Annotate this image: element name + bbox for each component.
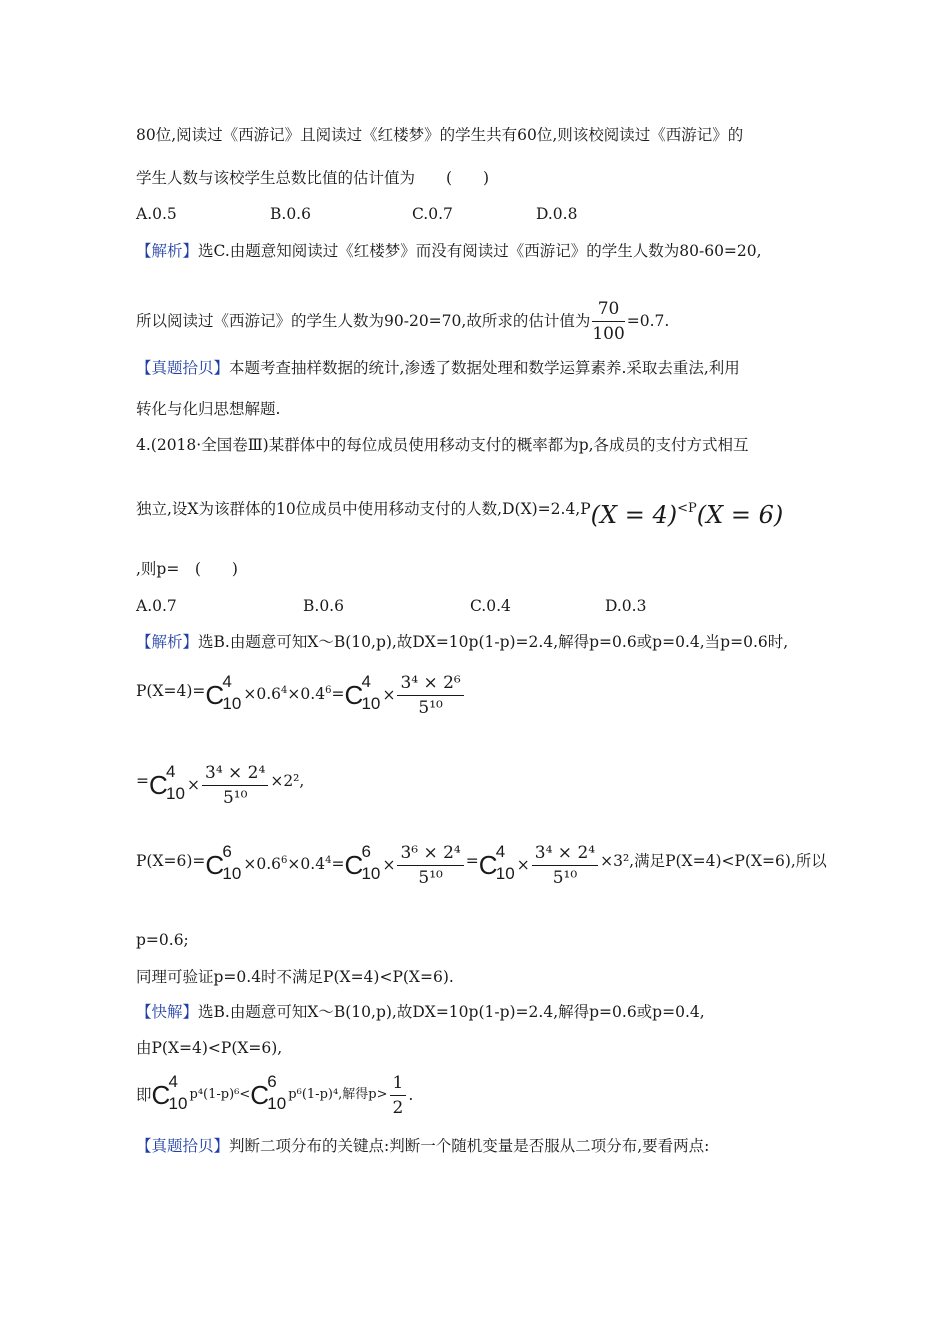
fraction-denominator: 5¹⁰ — [418, 698, 443, 718]
option-c: C.0.7 — [412, 205, 453, 223]
comb-upper: 4 — [222, 672, 232, 691]
formula-text: P(X=6)= — [136, 852, 206, 870]
formula-text: ×2², — [270, 772, 305, 790]
fraction — [397, 672, 463, 718]
solution-text: p=0.6; — [136, 931, 189, 949]
comb-upper: 4 — [361, 672, 371, 691]
fraction — [592, 298, 624, 344]
option-d: D.0.3 — [605, 597, 647, 615]
problem-text: 4.(2018·全国卷Ⅲ)某群体中的每位成员使用移动支付的概率都为p,各成员的支付方式相互 — [136, 436, 749, 454]
fraction-denominator: 5¹⁰ — [552, 868, 578, 888]
fraction-numerator: 3⁴ × 2⁴ — [202, 762, 268, 786]
combination-symbol: C 4 10 — [149, 762, 185, 803]
formula-text: ×3²,满足P(X=4)<P(X=6),所以 — [600, 852, 827, 870]
solution-text: 选C.由题意知阅读过《红楼梦》而没有阅读过《西游记》的学生人数为80-60=20, — [198, 242, 762, 260]
fraction — [532, 842, 598, 888]
problem-text: 学生人数与该校学生总数比值的估计值为 ( ) — [136, 169, 490, 187]
combination-symbol: C 6 10 — [205, 842, 242, 883]
times-sign: × — [187, 776, 200, 794]
option-a: A.0.5 — [136, 205, 177, 223]
comb-upper: 6 — [361, 842, 371, 861]
comb-upper: 6 — [222, 842, 232, 861]
note-text: 判断二项分布的关键点:判断一个随机变量是否服从二项分布,要看两点: — [229, 1137, 710, 1155]
option-b: B.0.6 — [303, 597, 344, 615]
problem-text: 80位,阅读过《西游记》且阅读过《红楼梦》的学生共有60位,则该校阅读过《西游记》的 — [136, 126, 744, 144]
formula-text: P(X=4)= — [136, 682, 206, 700]
quick-solution-line — [136, 1001, 705, 1023]
fraction-denominator: 100 — [592, 324, 625, 344]
solution-line — [136, 298, 669, 344]
fraction-numerator: 3⁶ × 2⁴ — [397, 842, 463, 866]
note-tag: 【真题拾贝】 — [136, 359, 230, 377]
solution-text: =0.7. — [626, 312, 670, 330]
quick-solution-tag: 【快解】 — [136, 1003, 199, 1021]
comb-lower: 10 — [222, 864, 242, 883]
math-expression: (X = 6) — [696, 501, 784, 529]
note-line — [136, 1135, 709, 1157]
formula-text: = — [465, 852, 479, 870]
formula-line — [136, 672, 466, 718]
combination-symbol: C 4 10 — [205, 672, 242, 713]
less-than-p: <P — [677, 501, 697, 516]
comb-lower: 10 — [166, 784, 185, 803]
option-c: C.0.4 — [470, 597, 511, 615]
quick-solution-text: p⁶(1-p)⁴,解得p> — [288, 1087, 388, 1102]
formula-text: $\times 0.6^4\times 0.4^6=$ — [243, 685, 345, 703]
problem-line — [136, 498, 784, 529]
comb-lower: 10 — [267, 1094, 287, 1113]
formula-text: $\times 0.6^6\times 0.4^4=$ — [243, 855, 345, 873]
combination-symbol: C 4 10 — [151, 1072, 188, 1113]
combination-symbol: C 4 10 — [478, 842, 515, 883]
quick-solution-text: p⁴(1-p)⁶< — [189, 1087, 251, 1102]
note-text: 本题考查抽样数据的统计,渗透了数据处理和数学运算素养.采取去重法,利用 — [229, 359, 740, 377]
problem-text: ,则p= ( ) — [136, 560, 238, 578]
times-sign: × — [382, 856, 396, 874]
fraction — [397, 842, 463, 888]
fraction — [202, 762, 268, 808]
quick-solution-text: 选B.由题意可知X～B(10,p),故DX=10p(1-p)=2.4,解得p=0.6或p=0.4, — [198, 1003, 705, 1021]
solution-text: 同理可验证p=0.4时不满足P(X=4)<P(X=6). — [136, 968, 454, 986]
comb-upper: 4 — [168, 1072, 178, 1091]
comb-upper: 4 — [495, 842, 506, 861]
solution-text: 选B.由题意可知X～B(10,p),故DX=10p(1-p)=2.4,解得p=0.6或p=0.4,当p=0.6时, — [198, 633, 789, 651]
fraction-numerator: 1 — [390, 1072, 407, 1096]
solution-text: 所以阅读过《西游记》的学生人数为90-20=70,故所求的估计值为 — [136, 312, 591, 330]
problem-text: 独立,设X为该群体的10位成员中使用移动支付的人数,D(X)=2.4,P — [136, 500, 591, 518]
comb-lower: 10 — [361, 864, 381, 883]
times-sign: × — [382, 686, 396, 704]
comb-lower: 10 — [361, 694, 381, 713]
comb-upper: 6 — [267, 1072, 277, 1091]
fraction-denominator: 5¹⁰ — [222, 788, 248, 808]
quick-solution-line — [136, 1072, 413, 1118]
comb-lower: 10 — [168, 1094, 188, 1113]
solution-tag: 【解析】 — [136, 633, 199, 651]
note-text: 转化与化归思想解题. — [136, 400, 281, 418]
option-b: B.0.6 — [270, 205, 311, 223]
quick-solution-text: 即 — [136, 1086, 152, 1104]
note-tag: 【真题拾贝】 — [136, 1137, 230, 1155]
combination-symbol: C 6 10 — [250, 1072, 287, 1113]
fraction-numerator: 3⁴ × 2⁴ — [532, 842, 598, 866]
quick-solution-text: 由P(X=4)<P(X=6), — [136, 1039, 283, 1057]
option-d: D.0.8 — [536, 205, 578, 223]
times-sign: × — [516, 856, 530, 874]
formula-line — [136, 762, 304, 808]
comb-lower: 10 — [222, 694, 242, 713]
fraction-denominator: 5¹⁰ — [418, 868, 443, 888]
note-line — [136, 357, 740, 379]
solution-line — [136, 240, 762, 262]
fraction-numerator: 70 — [592, 298, 624, 322]
math-expression: (X = 4) — [590, 501, 678, 529]
quick-solution-text: . — [408, 1086, 414, 1104]
formula-line — [136, 842, 827, 888]
comb-lower: 10 — [495, 864, 515, 883]
solution-tag: 【解析】 — [136, 242, 199, 260]
formula-text: = — [136, 772, 149, 790]
fraction-denominator: 2 — [392, 1098, 404, 1118]
combination-symbol: C 6 10 — [344, 842, 381, 883]
option-a: A.0.7 — [136, 597, 177, 615]
fraction — [390, 1072, 407, 1118]
combination-symbol: C 4 10 — [344, 672, 381, 713]
fraction-numerator: 3⁴ × 2⁶ — [397, 672, 463, 696]
comb-upper: 4 — [166, 762, 176, 781]
solution-line — [136, 631, 788, 653]
